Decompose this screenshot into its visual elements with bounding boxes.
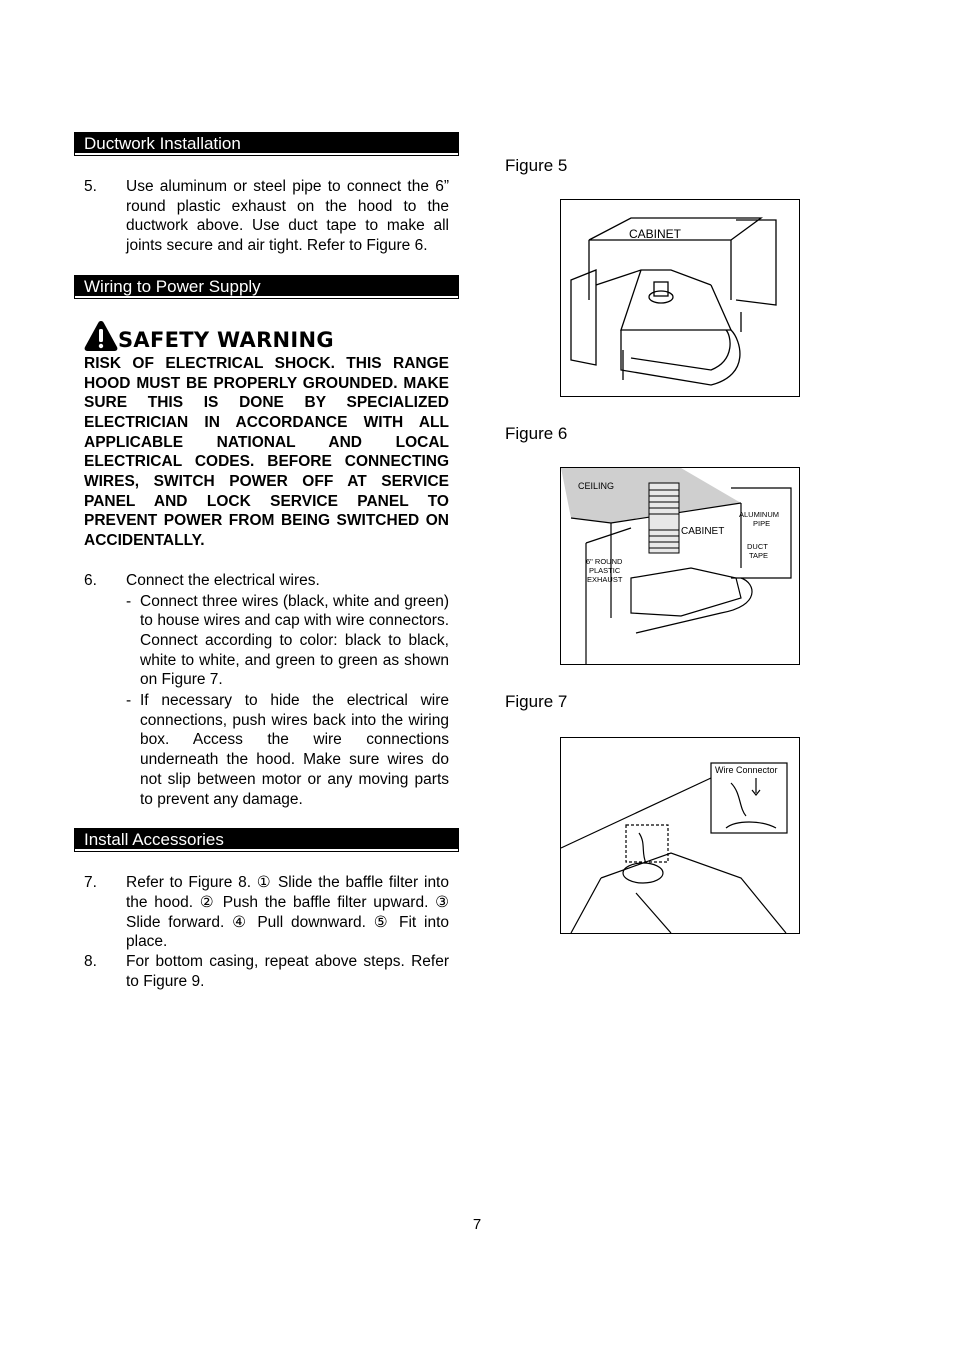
tape-label: TAPE (749, 551, 769, 560)
figure-7-image (560, 737, 800, 934)
warning-text: RISK OF ELECTRICAL SHOCK. THIS RANGE HOOD MUST BE PROPERLY GROUNDED. MAKE SURE THIS IS DONE BY SPECIALIZED ELECTRICIAN IN ACCORDANCE WITH ALL APPLICABLE NATIONAL AND LOCAL ELECTRICAL CODES. BEFORE CONNECTING WIRES, SWITCH POWER OFF AT SERVICE PANEL AND LOCK SERVICE PANEL TO PREVENT POWER FROM BEING SWITCHED ON ACCIDENTALLY. (84, 354, 449, 550)
cabinet-hood-drawing (561, 200, 799, 396)
pipe-label: PIPE (753, 519, 771, 528)
step-number: 6. (84, 571, 97, 589)
wire-connector-label: Wire Connector (715, 765, 778, 775)
step-text: Use aluminum or steel pipe to connect the 6” round plastic exhaust on the hood to the ductwork above. Use duct tape to make all joints secure and air tight. Refer to Figure 6. (126, 178, 449, 255)
ceiling-label: CEILING (578, 481, 615, 491)
step-6 (75, 571, 458, 591)
warning-title: SAFETY WARNING (118, 327, 334, 352)
step-6-sub-1 (75, 592, 458, 691)
list-dash: - (126, 692, 132, 710)
plastic-label: PLASTIC (589, 566, 621, 575)
warning-triangle-icon (84, 320, 118, 352)
step-number: 7. (84, 874, 97, 892)
round-label: 6" ROUND (586, 557, 623, 566)
duct-pipe-drawing (561, 468, 799, 664)
left-column (75, 133, 458, 992)
figure-5-label: Figure 5 (505, 156, 568, 175)
section-heading-accessories: Install Accessories (75, 829, 458, 851)
sub-step-text: Connect three wires (black, white and green) to house wires and cap with wire connectors. Connect according to color: black to black, white to white, and green to green as shown on Figure 7. (140, 592, 449, 689)
section-heading-wiring: Wiring to Power Supply (75, 276, 458, 298)
list-dash: - (126, 592, 132, 610)
aluminum-label: ALUMINUM (739, 510, 780, 519)
step-text: For bottom casing, repeat above steps. Refer to Figure 9. (126, 953, 449, 990)
step-text: Connect the electrical wires. (126, 571, 320, 589)
step-6-sub-2 (75, 691, 458, 809)
figure-7-label: Figure 7 (505, 692, 568, 711)
figure-5-image (560, 199, 800, 397)
step-8 (75, 952, 458, 991)
step-text: Refer to Figure 8. ① Slide the baffle filter into the hood. ② Push the baffle filter upward. ③ Slide forward. ④ Pull downward. ⑤ Fit into place. (126, 874, 449, 951)
cabinet-label: CABINET (681, 526, 725, 537)
step-5 (75, 177, 458, 256)
step-number: 8. (84, 953, 97, 971)
exhaust-label: EXHAUST (587, 575, 623, 584)
safety-warning-header (75, 316, 458, 352)
sub-step-text: If necessary to hide the electrical wire connections, push wires back into the wiring box. Access the wire connections underneath the hood. Make sure wires do not slip between motor or any moving parts to prevent any damage. (140, 692, 449, 808)
figure-6-image (560, 467, 800, 665)
cabinet-label: CABINET (629, 227, 682, 241)
figure-6-label: Figure 6 (505, 424, 568, 443)
section-heading-ductwork: Ductwork Installation (75, 133, 458, 155)
step-number: 5. (84, 178, 97, 195)
page-number: 7 (472, 1216, 482, 1233)
step-7 (75, 873, 458, 952)
wire-connector-drawing (561, 738, 799, 933)
duct-label: DUCT (747, 542, 768, 551)
